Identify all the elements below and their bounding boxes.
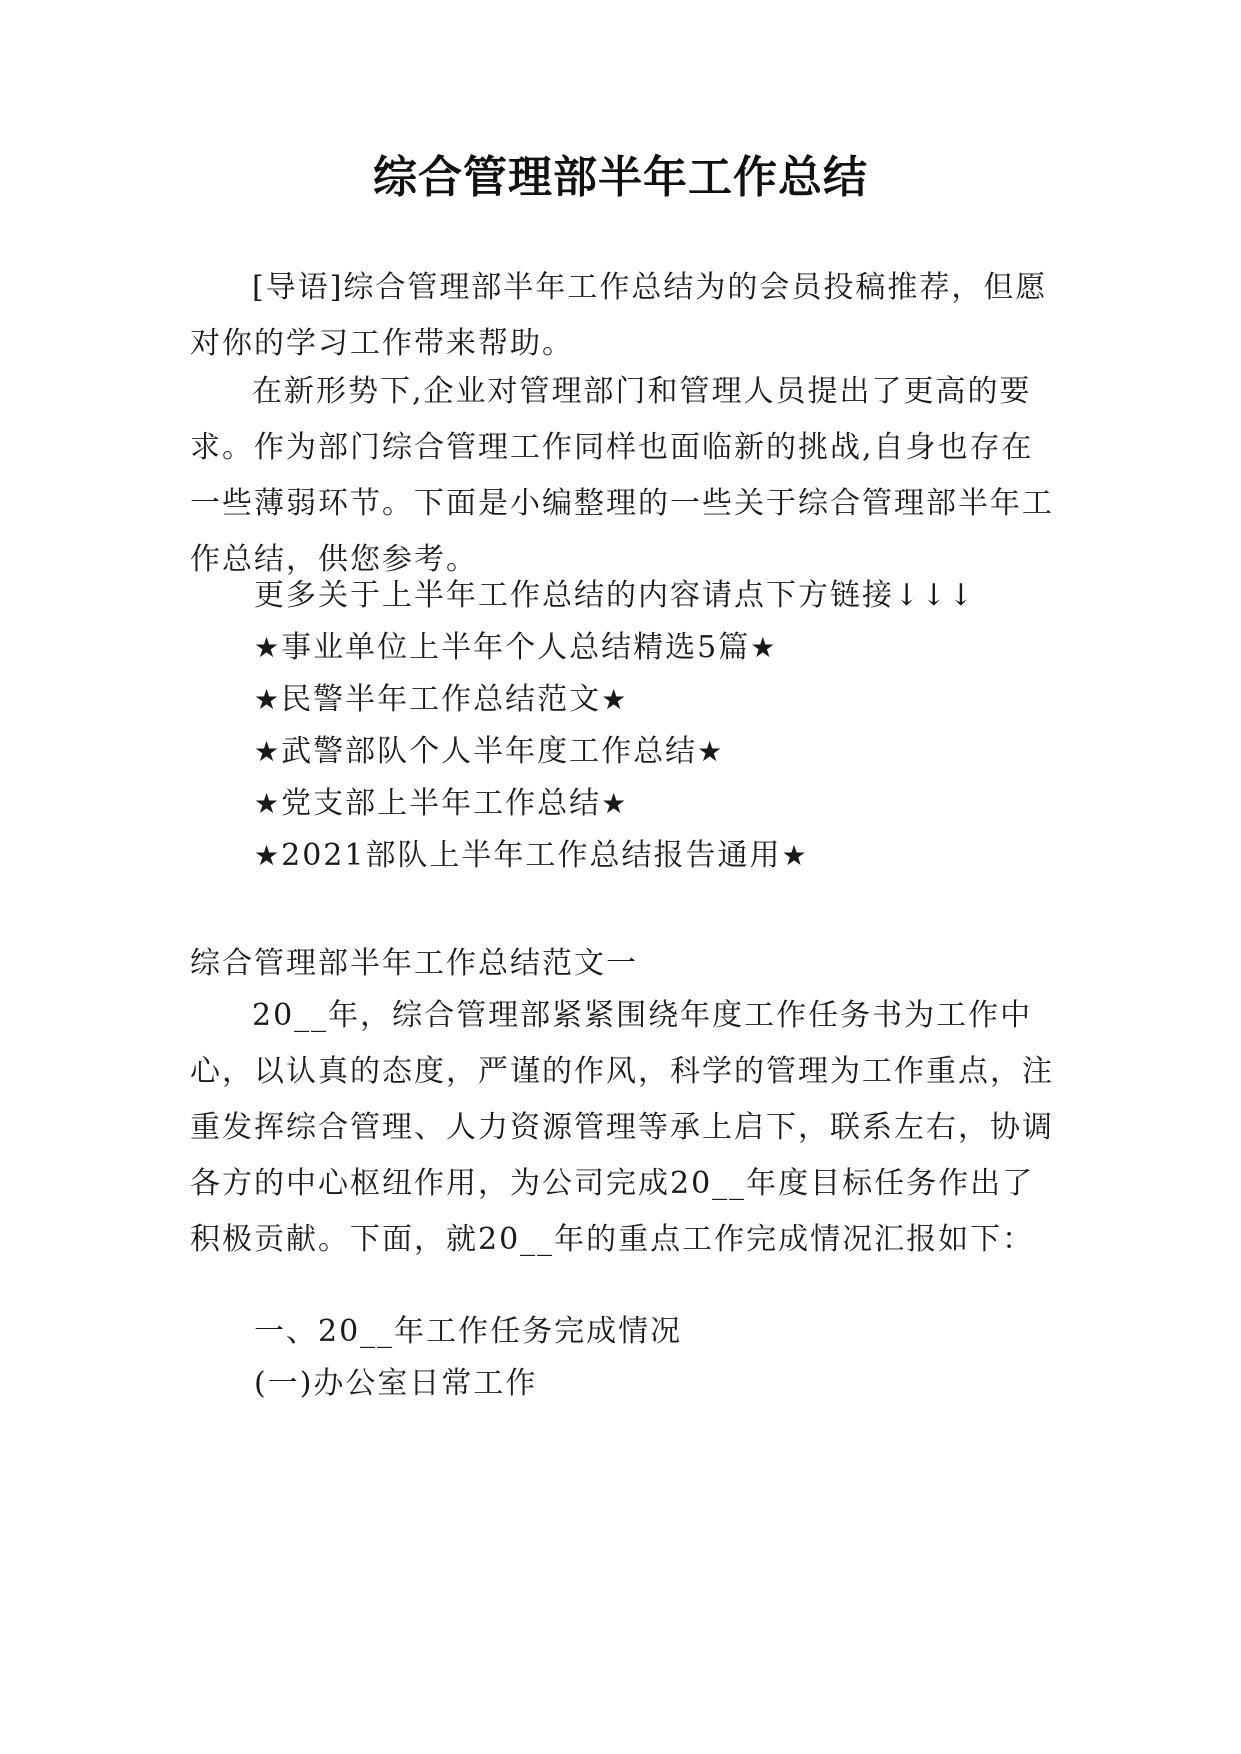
intro-lead-paragraph [190, 260, 1060, 372]
section-body-text: 20__年，综合管理部紧紧围绕年度工作任务书为工作中心，以认真的态度，严谨的作风，科学的管理为工作重点，注重发挥综合管理、人力资源管理等承上启下，联系左右，协调各方的中心枢纽作用，为公司完成20__年度目标任务作出了积极贡献。下面，就20__年的重点工作完成情况汇报如下： [190, 998, 1054, 1257]
star-icon: ★ [601, 683, 629, 716]
link-text[interactable]: 2021部队上半年工作总结报告通用 [281, 838, 782, 873]
intro-background-paragraph [190, 364, 1060, 588]
link-item[interactable] [254, 828, 809, 884]
star-icon: ★ [750, 631, 778, 664]
section-heading: 综合管理部半年工作总结范文一 [190, 946, 638, 981]
link-item[interactable] [254, 620, 777, 676]
star-icon: ★ [254, 839, 282, 872]
star-icon: ★ [781, 839, 809, 872]
subheading-task-completion: 一、20__年工作任务完成情况 [254, 1314, 683, 1349]
link-text[interactable]: 党支部上半年工作总结 [281, 786, 602, 821]
star-icon: ★ [254, 735, 282, 768]
subheading-office-daily-work: (一)办公室日常工作 [254, 1366, 538, 1401]
star-icon: ★ [254, 631, 282, 664]
link-item[interactable] [254, 724, 724, 780]
link-item[interactable] [254, 672, 628, 728]
star-icon: ★ [697, 735, 725, 768]
intro-background-text: 在新形势下,企业对管理部门和管理人员提出了更高的要求。作为部门综合管理工作同样也面临新的挑战,自身也存在一些薄弱环节。下面是小编整理的一些关于综合管理部半年工作总结，供您参考。 [190, 374, 1054, 577]
link-text[interactable]: 武警部队个人半年度工作总结 [281, 734, 698, 769]
star-icon: ★ [601, 787, 629, 820]
document-title: 综合管理部半年工作总结 [373, 152, 868, 203]
link-text[interactable]: 事业单位上半年个人总结精选5篇 [281, 630, 751, 665]
star-icon: ★ [254, 683, 282, 716]
link-text[interactable]: 民警半年工作总结范文 [281, 682, 602, 717]
star-icon: ★ [254, 787, 282, 820]
link-item[interactable] [254, 776, 628, 832]
section-body-paragraph [190, 988, 1060, 1268]
intro-lead-text: [导语]综合管理部半年工作总结为的会员投稿推荐，但愿对你的学习工作带来帮助。 [190, 270, 1048, 361]
more-links-prompt: 更多关于上半年工作总结的内容请点下方链接↓↓↓ [254, 578, 976, 613]
